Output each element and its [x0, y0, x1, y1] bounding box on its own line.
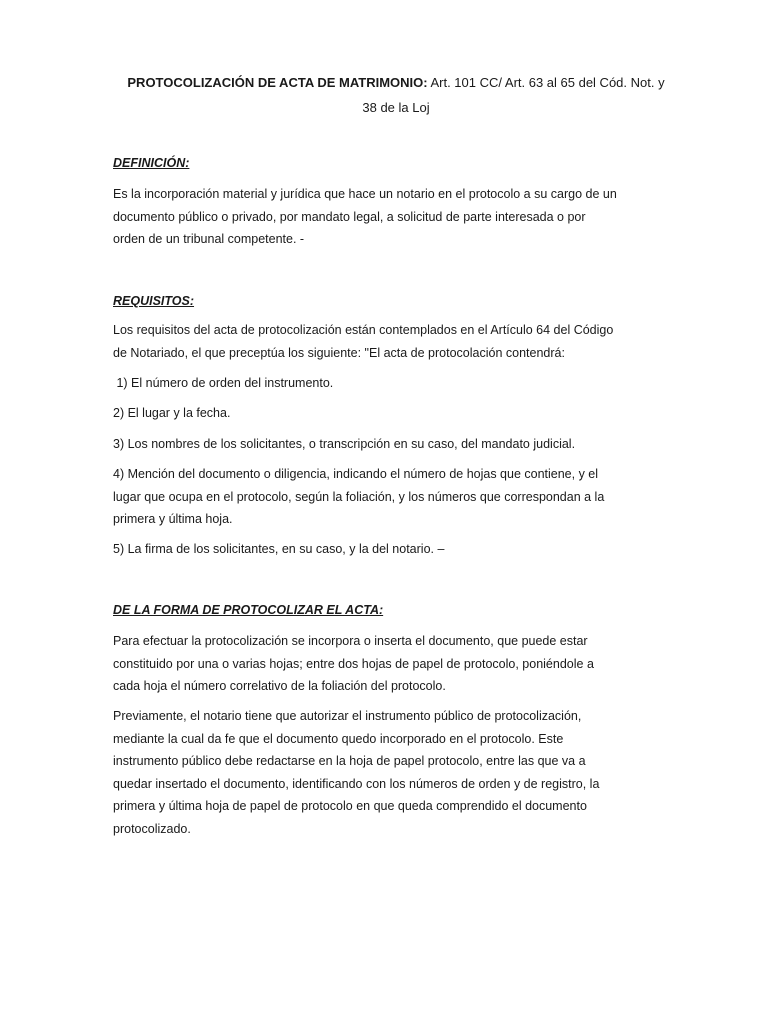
title-articles: Art. 101 CC/ Art. 63 al 65 del Cód. Not. y: [427, 75, 665, 90]
requisitos-heading: REQUISITOS:: [113, 294, 195, 308]
paragraph-line: Es la incorporación material y jurídica que hace un notario en el protocolo a su cargo de un: [113, 187, 617, 201]
paragraph-line: primera y última hoja de papel de protocolo en que queda comprendido el documento: [113, 799, 587, 813]
paragraph-line: constituido por una o varias hojas; entre dos hojas de papel de protocolo, poniéndole a: [113, 656, 594, 671]
definicion-paragraph: [113, 183, 673, 251]
list-item: 2) El lugar y la fecha.: [113, 406, 231, 420]
requisito-item-2: [113, 402, 673, 425]
forma-heading: DE LA FORMA DE PROTOCOLIZAR EL ACTA:: [113, 603, 384, 617]
paragraph-line: cada hoja el número correlativo de la foliación del protocolo.: [113, 679, 446, 693]
paragraph-line: quedar insertado el documento, identificando con los números de orden y de registro, la: [113, 776, 600, 791]
paragraph-line: mediante la cual da fe que el documento quedo incorporado en el protocolo. Este: [113, 731, 564, 746]
document-title: [110, 70, 682, 120]
requisito-item-4: [113, 463, 673, 531]
paragraph-line: orden de un tribunal competente. -: [113, 232, 305, 246]
forma-paragraph-2: [113, 705, 673, 840]
list-item-line: primera y última hoja.: [113, 512, 233, 526]
title-line-1: [110, 70, 682, 95]
list-item: 3) Los nombres de los solicitantes, o transcripción en su caso, del mandato judicial.: [113, 437, 576, 451]
title-bold: PROTOCOLIZACIÓN DE ACTA DE MATRIMONIO:: [127, 75, 428, 90]
paragraph-line: Previamente, el notario tiene que autorizar el instrumento público de protocolización,: [113, 709, 582, 723]
paragraph-line: de Notariado, el que preceptúa los siguiente: "El acta de protocolación contendrá:: [113, 345, 565, 360]
paragraph-line: protocolizado.: [113, 821, 191, 836]
definicion-heading: DEFINICIÓN:: [113, 156, 190, 170]
requisito-item-1: [113, 372, 673, 395]
requisito-item-5: [113, 538, 673, 561]
paragraph-line: instrumento público debe redactarse en la hoja de papel protocolo, entre las que va a: [113, 754, 586, 768]
paragraph-line: Para efectuar la protocolización se incorpora o inserta el documento, que puede estar: [113, 634, 588, 648]
title-line-2: 38 de la Loj: [362, 100, 430, 115]
requisito-item-3: [113, 433, 673, 456]
list-item-line: lugar que ocupa en el protocolo, según la foliación, y los números que correspondan a la: [113, 489, 605, 504]
paragraph-line: documento público o privado, por mandato legal, a solicitud de parte interesada o por: [113, 209, 586, 224]
list-item: 1) El número de orden del instrumento.: [113, 376, 334, 390]
list-item: 5) La firma de los solicitantes, en su caso, y la del notario. –: [113, 542, 445, 556]
paragraph-line: Los requisitos del acta de protocolización están contemplados en el Artículo 64 del Código: [113, 323, 614, 337]
forma-paragraph-1: [113, 630, 673, 698]
requisitos-intro: [113, 319, 673, 364]
list-item-line: 4) Mención del documento o diligencia, indicando el número de hojas que contiene, y el: [113, 467, 599, 481]
